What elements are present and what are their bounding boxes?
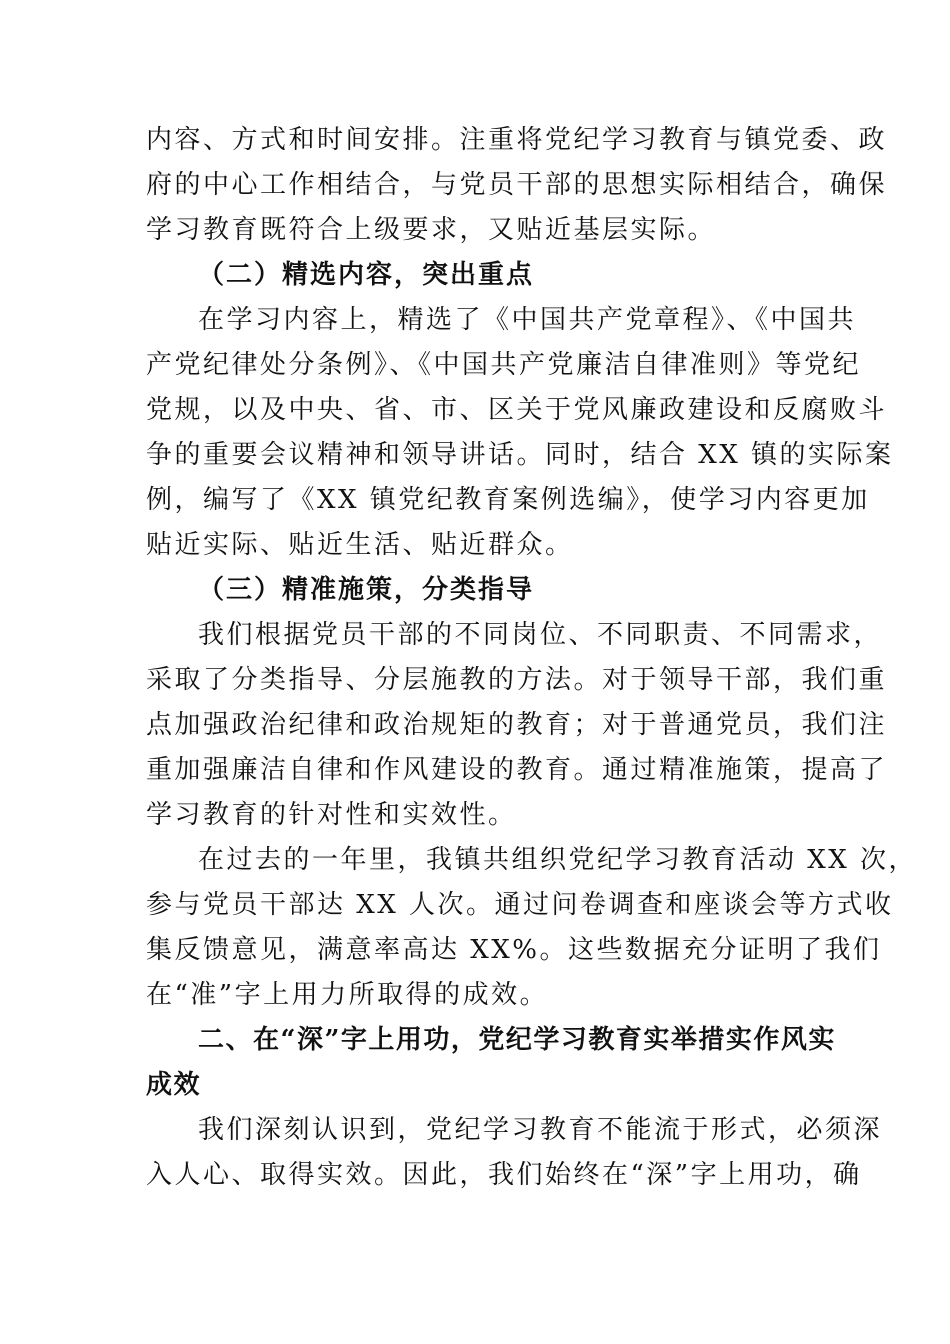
text-line: 点加强政治纪律和政治规矩的教育；对于普通党员，我们注 <box>146 710 888 740</box>
text-line: 重加强廉洁自律和作风建设的教育。通过精准施策，提高了 <box>146 755 888 785</box>
subheading-text: （三）精准施策，分类指导 <box>198 575 535 605</box>
subheading-text: （二）精选内容，突出重点 <box>198 260 535 290</box>
section-heading-two <box>146 1018 836 1108</box>
text-line: 贴近实际、贴近生活、贴近群众。 <box>146 530 574 560</box>
document-body <box>146 118 918 1198</box>
text-line: 内容、方式和时间安排。注重将党纪学习教育与镇党委、政 <box>146 125 888 155</box>
text-line: 我们深刻认识到，党纪学习教育不能流于形式，必须深 <box>198 1115 883 1145</box>
text-line: 在学习内容上，精选了《中国共产党章程》、《中国共 <box>198 305 857 335</box>
paragraph-deep-effort <box>146 1108 883 1198</box>
text-line: 我们根据党员干部的不同岗位、不同职责、不同需求， <box>198 620 883 650</box>
paragraph-study-content <box>146 298 894 568</box>
subheading-select-content <box>146 253 808 298</box>
text-line: 党规，以及中央、省、市、区关于党风廉政建设和反腐败斗 <box>146 395 888 425</box>
heading-text: 成效 <box>146 1070 202 1100</box>
text-line: 学习教育的针对性和实效性。 <box>146 800 517 830</box>
text-line: 参与党员干部达 XX 人次。通过问卷调查和座谈会等方式收 <box>146 890 894 920</box>
text-line: 产党纪律处分条例》、《中国共产党廉洁自律准则》等党纪 <box>146 350 862 380</box>
subheading-precise-measures <box>146 568 808 613</box>
text-line: 采取了分类指导、分层施教的方法。对于领导干部，我们重 <box>146 665 888 695</box>
text-line: 入人心、取得实效。因此，我们始终在“深”字上用功，确 <box>146 1160 862 1190</box>
paragraph-classified-guidance <box>146 613 888 838</box>
text-line: 府的中心工作相结合，与党员干部的思想实际相结合，确保 <box>146 170 888 200</box>
paragraph-continued <box>146 118 888 253</box>
text-line: 在“准”字上用力所取得的成效。 <box>146 980 549 1010</box>
heading-text: 二、在“深”字上用功，党纪学习教育实举措实作风实 <box>198 1025 836 1055</box>
paragraph-results-summary <box>146 838 918 1018</box>
text-line: 例，编写了《XX 镇党纪教育案例选编》，使学习内容更加 <box>146 485 870 515</box>
text-line: 集反馈意见，满意率高达 XX%。这些数据充分证明了我们 <box>146 935 882 965</box>
text-line: 学习教育既符合上级要求，又贴近基层实际。 <box>146 215 717 245</box>
text-line: 在过去的一年里，我镇共组织党纪学习教育活动 XX 次， <box>198 845 918 875</box>
text-line: 争的重要会议精神和领导讲话。同时，结合 XX 镇的实际案 <box>146 440 894 470</box>
